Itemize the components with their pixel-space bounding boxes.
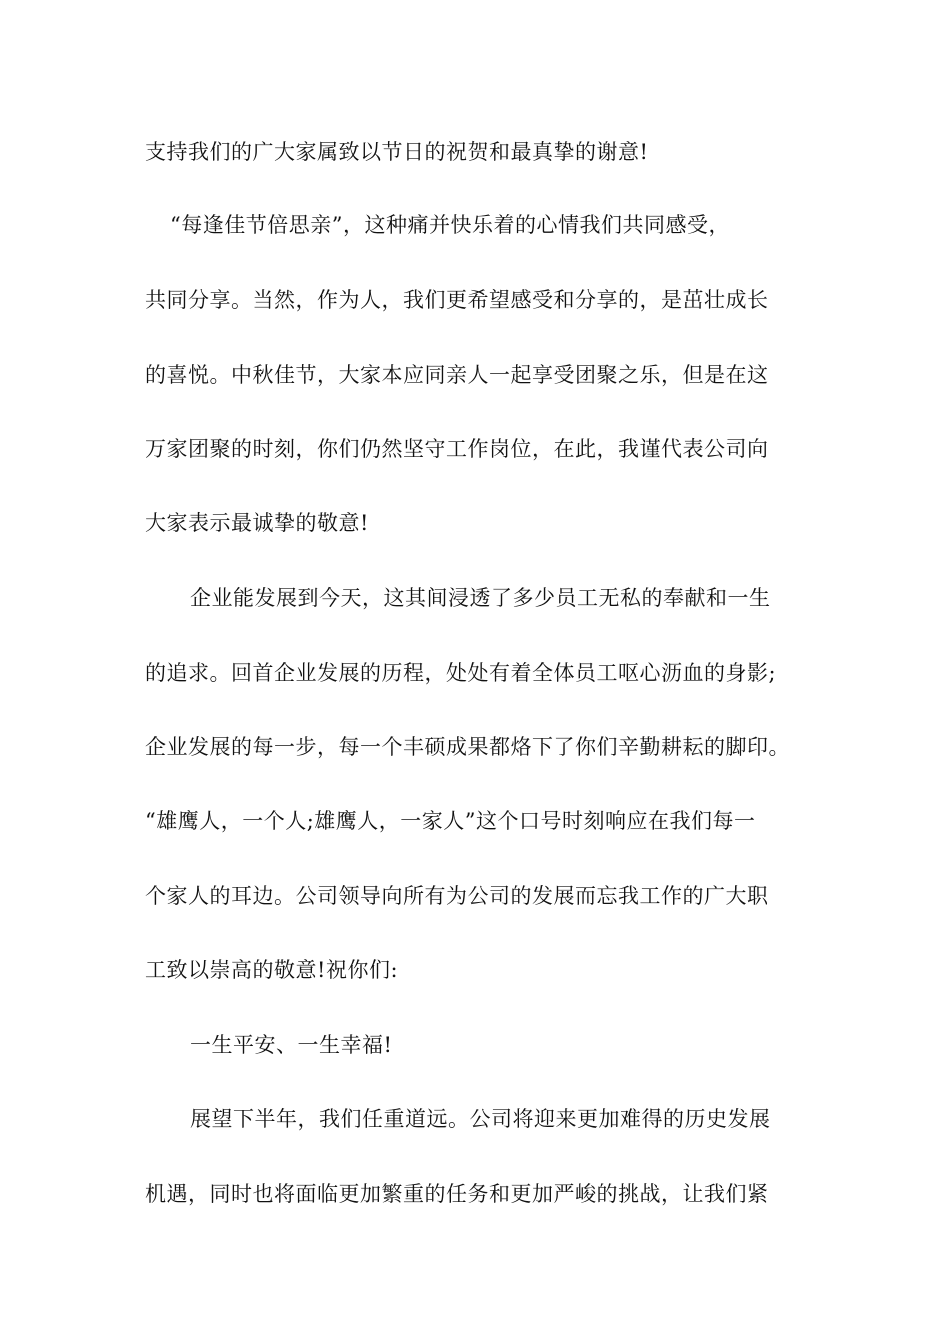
text-line: 万家团聚的时刻，你们仍然坚守工作岗位，在此，我谨代表公司向 [145,437,769,461]
text-line: 个家人的耳边。公司领导向所有为公司的发展而忘我工作的广大职 [145,884,769,908]
text-line: 展望下半年，我们任重道远。公司将迎来更加难得的历史发展 [190,1107,771,1131]
text-line: 机遇，同时也将面临更加繁重的任务和更加严峻的挑战，让我们紧 [145,1182,769,1206]
text-line: 企业发展的每一步，每一个丰硕成果都烙下了你们辛勤耕耘的脚印。 [145,735,790,759]
text-line: 大家表示最诚挚的敬意! [145,511,369,535]
text-line: 企业能发展到今天，这其间浸透了多少员工无私的奉献和一生 [190,586,771,610]
text-line: 的喜悦。中秋佳节，大家本应同亲人一起享受团聚之乐，但是在这 [145,363,769,387]
text-line: “每逢佳节倍思亲”，这种痛并快乐着的心情我们共同感受， [170,213,730,237]
text-line: 支持我们的广大家属致以节日的祝贺和最真挚的谢意! [145,140,649,164]
text-line: “雄鹰人，一个人;雄鹰人，一家人”这个口号时刻响应在我们每一 [145,809,756,833]
text-line: 一生平安、一生幸福! [190,1033,393,1057]
text-line: 的追求。回首企业发展的历程，处处有着全体员工呕心沥血的身影; [145,661,777,685]
text-line: 共同分享。当然，作为人，我们更希望感受和分享的，是茁壮成长 [145,288,769,312]
text-line: 工致以崇高的敬意!祝你们: [145,958,399,982]
